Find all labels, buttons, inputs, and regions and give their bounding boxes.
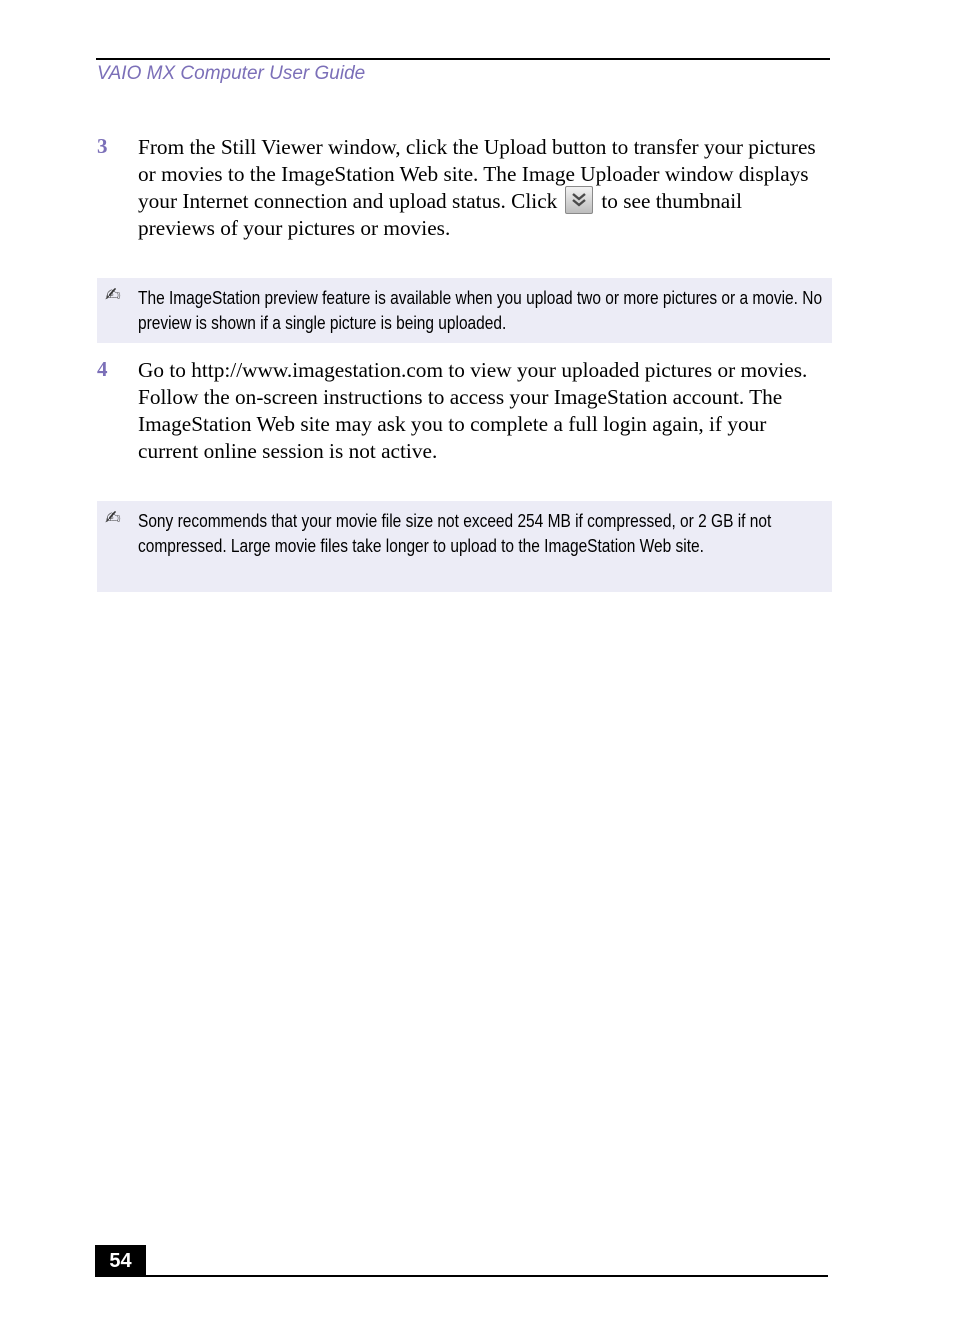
step-text <box>138 134 823 242</box>
page-number: 54 <box>95 1245 146 1277</box>
writing-hand-icon: ✍ <box>105 284 121 306</box>
note-text: The ImageStation preview feature is available when you upload two or more pictures or a movie. No preview is shown if a single picture is being uploaded. <box>138 288 823 333</box>
writing-hand-icon: ✍ <box>105 507 121 529</box>
step-number: 3 <box>97 134 108 158</box>
step-text-before: From the Still Viewer window, click the Upload button to transfer your pictures or movies to the ImageStation Web site. The Image Uploader window displays your Internet connection and upload status. Click <box>138 135 816 213</box>
step-number: 4 <box>97 357 108 381</box>
top-rule <box>96 58 830 60</box>
note-box <box>97 501 832 592</box>
bottom-rule <box>95 1275 828 1277</box>
note-box <box>97 278 832 343</box>
step-text: Go to http://www.imagestation.com to view your uploaded pictures or movies. Follow the on-screen instructions to access your ImageStation account. The ImageStation Web site may ask you to complete a full login again, if your current online session is not active. <box>138 358 808 463</box>
note-text: Sony recommends that your movie file size not exceed 254 MB if compressed, or 2 GB if not compressed. Large movie files take longer to upload to the ImageStation Web site. <box>138 511 772 556</box>
step-text-after: to see thumbnail previews of your pictures or movies. <box>138 189 743 240</box>
expand-chevron-icon <box>565 186 593 214</box>
page-header-title: VAIO MX Computer User Guide <box>97 63 366 84</box>
